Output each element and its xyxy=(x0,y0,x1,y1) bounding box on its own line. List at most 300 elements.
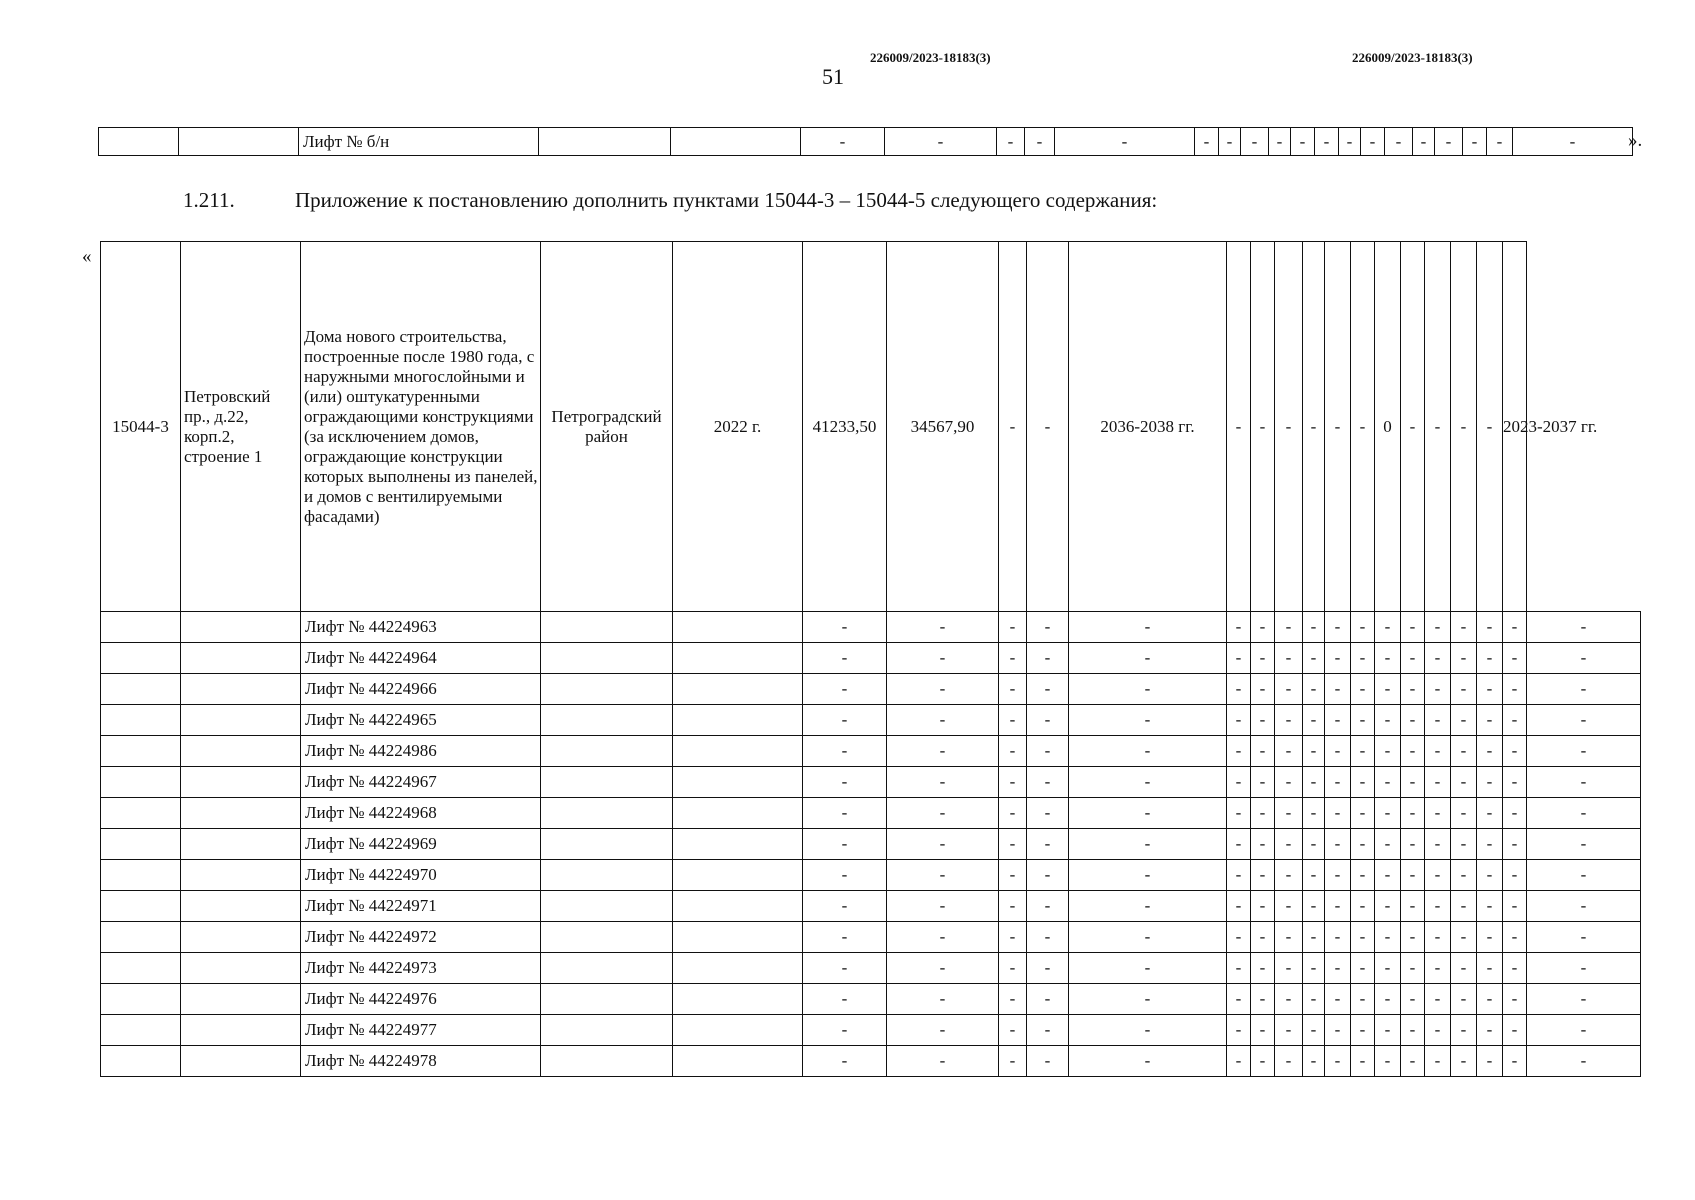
dash-cell: - xyxy=(1375,1015,1401,1046)
dash-cell: - xyxy=(1527,1046,1641,1077)
dash-cell: - xyxy=(999,1015,1027,1046)
dash-cell: - xyxy=(1351,953,1375,984)
dash-cell: - xyxy=(1527,953,1641,984)
table-row xyxy=(101,891,1641,922)
empty-cell xyxy=(541,767,673,798)
dash-cell: - xyxy=(803,705,887,736)
dash-cell: - xyxy=(1325,705,1351,736)
dash-cell: - xyxy=(1375,984,1401,1015)
dash-cell: - xyxy=(1069,705,1227,736)
dash-cell: - xyxy=(1027,798,1069,829)
empty-cell xyxy=(541,860,673,891)
dash-cell: - xyxy=(999,984,1027,1015)
dash-cell: - xyxy=(1527,798,1641,829)
empty-cell xyxy=(101,736,181,767)
dash-cell: - xyxy=(1251,674,1275,705)
dash-cell: - xyxy=(1425,829,1451,860)
dash-cell: - xyxy=(1227,984,1251,1015)
small-value-cell: - xyxy=(1401,242,1425,612)
empty-cell xyxy=(541,798,673,829)
dash-cell: - xyxy=(1303,643,1325,674)
dash-cell: - xyxy=(1025,128,1055,156)
dash-cell: - xyxy=(1219,128,1241,156)
dash-cell: - xyxy=(1227,736,1251,767)
dash-cell: - xyxy=(1303,767,1325,798)
empty-cell xyxy=(673,1015,803,1046)
dash-cell: - xyxy=(1451,891,1477,922)
dash-cell: - xyxy=(1375,860,1401,891)
dash-cell: - xyxy=(1375,953,1401,984)
dash-cell: - xyxy=(1477,953,1503,984)
dash-cell: - xyxy=(1227,953,1251,984)
dash-cell: - xyxy=(1425,736,1451,767)
dash-cell: - xyxy=(1325,767,1351,798)
opening-quote: « xyxy=(82,246,92,267)
dash-cell: - xyxy=(1451,1046,1477,1077)
dash-cell: - xyxy=(999,242,1027,612)
empty-cell xyxy=(101,1046,181,1077)
empty-cell xyxy=(673,674,803,705)
dash-cell: - xyxy=(803,922,887,953)
dash-cell: - xyxy=(1527,767,1641,798)
empty-cell xyxy=(181,767,301,798)
dash-cell: - xyxy=(1401,705,1425,736)
dash-cell: - xyxy=(1425,643,1451,674)
dash-cell: - xyxy=(1027,736,1069,767)
dash-cell: - xyxy=(1351,612,1375,643)
dash-cell: - xyxy=(887,798,999,829)
dash-cell: - xyxy=(1351,674,1375,705)
empty-cell xyxy=(541,891,673,922)
small-value-cell: - xyxy=(1227,242,1251,612)
dash-cell: - xyxy=(1275,674,1303,705)
dash-cell: - xyxy=(1325,1046,1351,1077)
dash-cell: - xyxy=(1375,736,1401,767)
dash-cell: - xyxy=(1503,767,1527,798)
dash-cell: - xyxy=(1027,242,1069,612)
dash-cell: - xyxy=(1325,922,1351,953)
dash-cell: - xyxy=(1251,705,1275,736)
dash-cell: - xyxy=(1451,612,1477,643)
small-value-cell: - xyxy=(1275,242,1303,612)
table-row xyxy=(101,922,1641,953)
dash-cell: - xyxy=(1027,1015,1069,1046)
lift-name-cell: Лифт № б/н xyxy=(299,128,539,156)
dash-cell: - xyxy=(1351,643,1375,674)
empty-cell xyxy=(181,984,301,1015)
empty-cell xyxy=(673,984,803,1015)
dash-cell: - xyxy=(1027,767,1069,798)
document-stamp-right: 226009/2023-18183(3) xyxy=(1352,50,1473,65)
dash-cell: - xyxy=(887,736,999,767)
dash-cell: - xyxy=(1527,674,1641,705)
dash-cell: - xyxy=(1351,1046,1375,1077)
dash-cell: - xyxy=(1527,705,1641,736)
empty-cell xyxy=(541,1015,673,1046)
dash-cell: - xyxy=(1227,674,1251,705)
dash-cell: - xyxy=(1401,860,1425,891)
dash-cell: - xyxy=(1503,829,1527,860)
dash-cell: - xyxy=(999,798,1027,829)
dash-cell: - xyxy=(1375,922,1401,953)
page-number: 51 xyxy=(822,64,844,89)
dash-cell: - xyxy=(1401,922,1425,953)
dash-cell: - xyxy=(1325,953,1351,984)
dash-cell: - xyxy=(1451,984,1477,1015)
dash-cell: - xyxy=(1527,860,1641,891)
lift-name-cell: Лифт № 44224976 xyxy=(301,984,541,1015)
dash-cell: - xyxy=(1477,767,1503,798)
empty-cell xyxy=(673,643,803,674)
dash-cell: - xyxy=(1425,767,1451,798)
dash-cell: - xyxy=(1275,953,1303,984)
area-living-cell: 34567,90 xyxy=(887,242,999,612)
empty-cell xyxy=(101,798,181,829)
empty-cell xyxy=(673,860,803,891)
empty-cell xyxy=(673,922,803,953)
dash-cell: - xyxy=(1375,674,1401,705)
dash-cell: - xyxy=(1425,953,1451,984)
empty-cell xyxy=(541,922,673,953)
dash-cell: - xyxy=(1451,767,1477,798)
dash-cell: - xyxy=(1325,643,1351,674)
empty-cell xyxy=(541,643,673,674)
dash-cell: - xyxy=(1375,705,1401,736)
table-row xyxy=(101,798,1641,829)
dash-cell: - xyxy=(1241,128,1269,156)
dash-cell: - xyxy=(1069,736,1227,767)
dash-cell: - xyxy=(1325,1015,1351,1046)
lift-name-cell: Лифт № 44224978 xyxy=(301,1046,541,1077)
dash-cell: - xyxy=(1451,705,1477,736)
dash-cell: - xyxy=(1069,1015,1227,1046)
lift-name-cell: Лифт № 44224968 xyxy=(301,798,541,829)
dash-cell: - xyxy=(887,1015,999,1046)
address-cell: Петровский пр., д.22, корп.2, строение 1 xyxy=(181,242,301,612)
dash-cell: - xyxy=(887,705,999,736)
dash-cell: - xyxy=(1477,612,1503,643)
dash-cell: - xyxy=(1425,891,1451,922)
dash-cell: - xyxy=(1303,612,1325,643)
dash-cell: - xyxy=(1303,674,1325,705)
dash-cell: - xyxy=(1487,128,1513,156)
dash-cell: - xyxy=(999,829,1027,860)
table-row xyxy=(101,953,1641,984)
dash-cell: - xyxy=(1401,829,1425,860)
dash-cell: - xyxy=(1351,829,1375,860)
dash-cell: - xyxy=(887,674,999,705)
table-row xyxy=(101,242,1641,612)
dash-cell: - xyxy=(1325,612,1351,643)
dash-cell: - xyxy=(1027,860,1069,891)
dash-cell: - xyxy=(1451,829,1477,860)
dash-cell: - xyxy=(1303,891,1325,922)
dash-cell: - xyxy=(1451,953,1477,984)
dash-cell: - xyxy=(1425,705,1451,736)
dash-cell: - xyxy=(1275,736,1303,767)
small-value-cell: - xyxy=(1425,242,1451,612)
small-value-cell: 0 xyxy=(1375,242,1401,612)
dash-cell: - xyxy=(1527,612,1641,643)
dash-cell: - xyxy=(1069,953,1227,984)
dash-cell: - xyxy=(1425,674,1451,705)
dash-cell: - xyxy=(1069,612,1227,643)
table-row xyxy=(101,829,1641,860)
dash-cell: - xyxy=(1027,984,1069,1015)
lift-name-cell: Лифт № 44224986 xyxy=(301,736,541,767)
dash-cell: - xyxy=(1477,1015,1503,1046)
empty-cell xyxy=(673,767,803,798)
dash-cell: - xyxy=(803,891,887,922)
dash-cell: - xyxy=(1275,891,1303,922)
dash-cell: - xyxy=(1425,798,1451,829)
lift-name-cell: Лифт № 44224973 xyxy=(301,953,541,984)
dash-cell: - xyxy=(1375,612,1401,643)
table-row xyxy=(101,1015,1641,1046)
dash-cell: - xyxy=(1291,128,1315,156)
dash-cell: - xyxy=(1275,1046,1303,1077)
dash-cell: - xyxy=(1275,643,1303,674)
dash-cell: - xyxy=(1425,612,1451,643)
dash-cell: - xyxy=(1275,829,1303,860)
empty-cell xyxy=(179,128,299,156)
area-total-cell: 41233,50 xyxy=(803,242,887,612)
dash-cell: - xyxy=(997,128,1025,156)
dash-cell: - xyxy=(1275,612,1303,643)
dash-cell: - xyxy=(803,1015,887,1046)
dash-cell: - xyxy=(1325,736,1351,767)
table-row xyxy=(101,984,1641,1015)
lift-name-cell: Лифт № 44224971 xyxy=(301,891,541,922)
lift-name-cell: Лифт № 44224963 xyxy=(301,612,541,643)
dash-cell: - xyxy=(1351,736,1375,767)
dash-cell: - xyxy=(1477,643,1503,674)
addition-table xyxy=(100,241,1641,1077)
dash-cell: - xyxy=(1503,798,1527,829)
dash-cell: - xyxy=(1303,1015,1325,1046)
dash-cell: - xyxy=(1401,767,1425,798)
dash-cell: - xyxy=(1351,767,1375,798)
dash-cell: - xyxy=(1069,1046,1227,1077)
dash-cell: - xyxy=(1325,674,1351,705)
empty-cell xyxy=(541,674,673,705)
dash-cell: - xyxy=(1425,1046,1451,1077)
dash-cell: - xyxy=(1303,829,1325,860)
small-value-cell: - xyxy=(1251,242,1275,612)
dash-cell: - xyxy=(1401,953,1425,984)
dash-cell: - xyxy=(1477,674,1503,705)
empty-cell xyxy=(101,860,181,891)
dash-cell: - xyxy=(1251,829,1275,860)
dash-cell: - xyxy=(1451,674,1477,705)
dash-cell: - xyxy=(1069,860,1227,891)
dash-cell: - xyxy=(1303,922,1325,953)
dash-cell: - xyxy=(1375,1046,1401,1077)
table-row xyxy=(99,128,1633,156)
dash-cell: - xyxy=(1451,1015,1477,1046)
dash-cell: - xyxy=(1303,860,1325,891)
dash-cell: - xyxy=(1303,798,1325,829)
dash-cell: - xyxy=(1227,860,1251,891)
dash-cell: - xyxy=(1251,953,1275,984)
dash-cell: - xyxy=(1477,922,1503,953)
dash-cell: - xyxy=(1503,612,1527,643)
dash-cell: - xyxy=(1503,922,1527,953)
dash-cell: - xyxy=(1477,1046,1503,1077)
empty-cell xyxy=(673,612,803,643)
dash-cell: - xyxy=(999,612,1027,643)
table-row xyxy=(101,767,1641,798)
dash-cell: - xyxy=(1069,643,1227,674)
dash-cell: - xyxy=(1375,798,1401,829)
dash-cell: - xyxy=(1303,705,1325,736)
dash-cell: - xyxy=(1227,798,1251,829)
dash-cell: - xyxy=(803,984,887,1015)
dash-cell: - xyxy=(1325,829,1351,860)
small-value-cell: - xyxy=(1351,242,1375,612)
dash-cell: - xyxy=(1251,736,1275,767)
dash-cell: - xyxy=(1385,128,1413,156)
empty-cell xyxy=(673,891,803,922)
dash-cell: - xyxy=(1325,860,1351,891)
empty-cell xyxy=(181,1015,301,1046)
dash-cell: - xyxy=(1351,984,1375,1015)
dash-cell: - xyxy=(1413,128,1435,156)
table-row xyxy=(101,1046,1641,1077)
dash-cell: - xyxy=(1527,922,1641,953)
dash-cell: - xyxy=(1315,128,1339,156)
dash-cell: - xyxy=(801,128,885,156)
dash-cell: - xyxy=(1227,891,1251,922)
dash-cell: - xyxy=(1275,705,1303,736)
dash-cell: - xyxy=(1069,674,1227,705)
table-row xyxy=(101,612,1641,643)
dash-cell: - xyxy=(1527,829,1641,860)
dash-cell: - xyxy=(1275,922,1303,953)
dash-cell: - xyxy=(1027,643,1069,674)
dash-cell: - xyxy=(999,705,1027,736)
dash-cell: - xyxy=(1275,798,1303,829)
empty-cell xyxy=(673,798,803,829)
empty-cell xyxy=(181,891,301,922)
empty-cell xyxy=(541,736,673,767)
dash-cell: - xyxy=(1477,798,1503,829)
dash-cell: - xyxy=(1503,860,1527,891)
empty-cell xyxy=(99,128,179,156)
empty-cell xyxy=(101,1015,181,1046)
empty-cell xyxy=(101,922,181,953)
continuation-table xyxy=(98,127,1633,156)
table-row xyxy=(101,736,1641,767)
dash-cell: - xyxy=(1027,612,1069,643)
table-row xyxy=(101,674,1641,705)
dash-cell: - xyxy=(885,128,997,156)
dash-cell: - xyxy=(803,829,887,860)
dash-cell: - xyxy=(1425,1015,1451,1046)
dash-cell: - xyxy=(1513,128,1633,156)
lift-name-cell: Лифт № 44224972 xyxy=(301,922,541,953)
dash-cell: - xyxy=(1503,891,1527,922)
lift-name-cell: Лифт № 44224965 xyxy=(301,705,541,736)
dash-cell: - xyxy=(803,798,887,829)
dash-cell: - xyxy=(1027,922,1069,953)
lift-name-cell: Лифт № 44224970 xyxy=(301,860,541,891)
table-row xyxy=(101,643,1641,674)
lift-name-cell: Лифт № 44224966 xyxy=(301,674,541,705)
dash-cell: - xyxy=(1451,736,1477,767)
item-number: 1.211. xyxy=(183,188,235,212)
small-value-cell: - xyxy=(1477,242,1503,612)
dash-cell: - xyxy=(1227,643,1251,674)
dash-cell: - xyxy=(803,612,887,643)
dash-cell: - xyxy=(1451,798,1477,829)
dash-cell: - xyxy=(1303,984,1325,1015)
empty-cell xyxy=(673,829,803,860)
empty-cell xyxy=(541,612,673,643)
dash-cell: - xyxy=(1503,736,1527,767)
dash-cell: - xyxy=(1027,829,1069,860)
year-cell: 2022 г. xyxy=(673,242,803,612)
dash-cell: - xyxy=(887,922,999,953)
dash-cell: - xyxy=(1303,1046,1325,1077)
dash-cell: - xyxy=(887,1046,999,1077)
dash-cell: - xyxy=(1055,128,1195,156)
dash-cell: - xyxy=(1069,767,1227,798)
dash-cell: - xyxy=(1227,1015,1251,1046)
dash-cell: - xyxy=(1527,984,1641,1015)
dash-cell: - xyxy=(1227,612,1251,643)
dash-cell: - xyxy=(999,767,1027,798)
empty-cell xyxy=(101,643,181,674)
dash-cell: - xyxy=(1401,736,1425,767)
dash-cell: - xyxy=(1503,674,1527,705)
dash-cell: - xyxy=(1227,705,1251,736)
dash-cell: - xyxy=(887,829,999,860)
dash-cell: - xyxy=(1375,829,1401,860)
empty-cell xyxy=(673,1046,803,1077)
lift-name-cell: Лифт № 44224964 xyxy=(301,643,541,674)
dash-cell: - xyxy=(1477,705,1503,736)
dash-cell: - xyxy=(1251,612,1275,643)
dash-cell: - xyxy=(1527,736,1641,767)
empty-cell xyxy=(181,612,301,643)
empty-cell xyxy=(181,643,301,674)
dash-cell: - xyxy=(1325,798,1351,829)
dash-cell: - xyxy=(999,643,1027,674)
empty-cell xyxy=(101,767,181,798)
dash-cell: - xyxy=(1269,128,1291,156)
dash-cell: - xyxy=(1069,798,1227,829)
dash-cell: - xyxy=(1527,643,1641,674)
dash-cell: - xyxy=(1251,922,1275,953)
empty-cell xyxy=(541,953,673,984)
dash-cell: - xyxy=(999,891,1027,922)
dash-cell: - xyxy=(1401,1015,1425,1046)
dash-cell: - xyxy=(1069,984,1227,1015)
dash-cell: - xyxy=(1251,643,1275,674)
dash-cell: - xyxy=(887,612,999,643)
dash-cell: - xyxy=(1375,891,1401,922)
dash-cell: - xyxy=(803,953,887,984)
dash-cell: - xyxy=(999,1046,1027,1077)
table-row xyxy=(101,860,1641,891)
dash-cell: - xyxy=(803,860,887,891)
dash-cell: - xyxy=(1351,1015,1375,1046)
lift-name-cell: Лифт № 44224977 xyxy=(301,1015,541,1046)
dash-cell: - xyxy=(1401,891,1425,922)
dash-cell: - xyxy=(1027,891,1069,922)
dash-cell: - xyxy=(1351,922,1375,953)
